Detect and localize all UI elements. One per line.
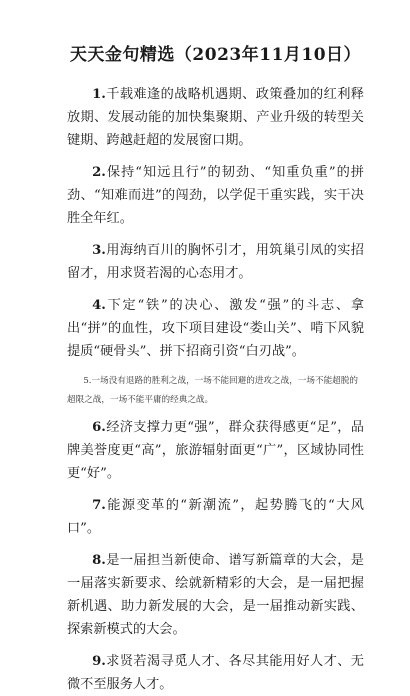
paragraph-5-small (67, 372, 364, 410)
paragraph-text: 千载难逢的战略机遇期、政策叠加的红利释放期、发展动能的加快集聚期、产业升级的转型关键期、跨越赶超的发展窗口期。 (67, 87, 364, 148)
paragraph-number: 5. (83, 376, 92, 386)
paragraph-text: 下定“铁”的决心、激发“强”的斗志、拿出“拼”的血性，攻下项目建设“娄山关”、啃下风貌提质“硬骨头”、拼下招商引资“白刃战”。 (67, 298, 364, 359)
paragraph-number: 3. (92, 243, 106, 258)
paragraph-6 (67, 416, 364, 485)
paragraph-7 (67, 494, 364, 540)
paragraph-text: 是一届担当新使命、谱写新篇章的大会，是一届落实新要求、绘就新精彩的大会，是一届把握新机遇、助力新发展的大会，是一届推动新实践、探索新模式的大会。 (67, 553, 364, 637)
paragraph-number: 9. (92, 654, 106, 669)
paragraph-8 (67, 549, 364, 641)
paragraph-1 (67, 83, 364, 152)
paragraph-text: 经济支撑力更“强”，群众获得感更“足”，品牌美誉度更“高”，旅游辐射面更“广”，区域协同性更“好”。 (67, 420, 364, 481)
paragraph-number: 1. (92, 87, 106, 102)
paragraph-number: 4. (92, 298, 106, 313)
paragraph-text: 用海纳百川的胸怀引才，用筑巢引凤的实招留才，用求贤若渴的心态用才。 (67, 243, 364, 281)
paragraph-text: 求贤若渴寻觅人才、各尽其能用好人才、无微不至服务人才。 (67, 654, 364, 692)
paragraph-3 (67, 239, 364, 285)
paragraph-number: 2. (92, 165, 106, 180)
paragraph-2 (67, 161, 364, 230)
page-title: 天天金句精选（2023年11月10日） (69, 45, 362, 65)
paragraph-number: 6. (92, 420, 106, 435)
paragraph-4 (67, 294, 364, 363)
paragraph-text: 保持“知远且行”的韧劲、“知重负重”的拼劲、“知难而进”的闯劲，以学促干重实践，实干决胜全年红。 (67, 165, 364, 226)
paragraph-text: 一场没有退路的胜利之战，一场不能回避的进攻之战，一场不能超脱的超限之战，一场不能平庸的经典之战。 (67, 376, 358, 405)
paragraph-9 (67, 650, 364, 696)
paragraph-text: 能源变革的“新潮流”，起势腾飞的“大风口”。 (67, 498, 364, 536)
paragraph-number: 7. (92, 498, 106, 513)
paragraph-number: 8. (92, 553, 106, 568)
